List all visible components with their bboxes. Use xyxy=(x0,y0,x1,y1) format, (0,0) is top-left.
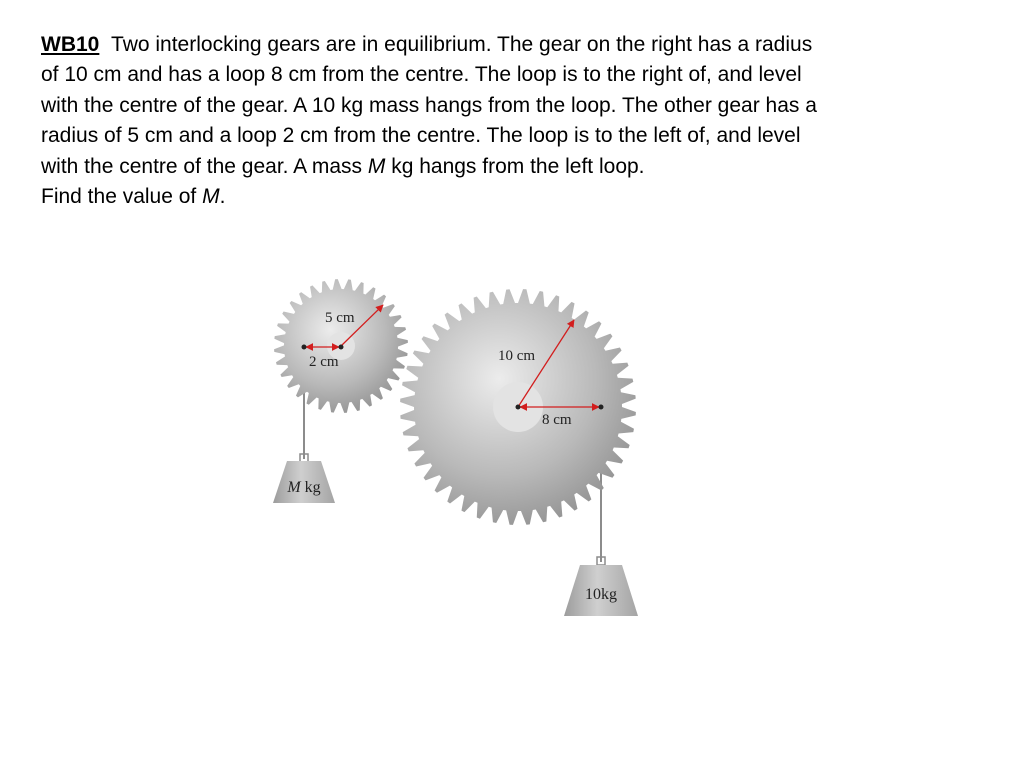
problem-line-3: with the centre of the gear. A 10 kg mass hangs from the loop. The other gear has a xyxy=(41,93,817,117)
problem-line-6-var: M xyxy=(202,185,220,209)
left-weight-unit: kg xyxy=(300,479,321,496)
problem-line-6-b: . xyxy=(219,185,226,209)
small-radius-label: 5 cm xyxy=(325,310,355,326)
right-loop-dot xyxy=(599,405,604,410)
large-loop-label: 8 cm xyxy=(542,412,572,428)
left-weight-var: M xyxy=(287,479,301,496)
small-gear-centre-dot xyxy=(339,345,344,350)
problem-line-2: of 10 cm and has a loop 8 cm from the centre. The loop is to the right of, and level xyxy=(41,63,802,87)
left-weight-label xyxy=(286,479,320,496)
large-radius-label: 10 cm xyxy=(498,348,536,364)
right-weight-label: 10kg xyxy=(585,586,617,603)
problem-line-6-a: Find the value of xyxy=(41,185,203,209)
left-loop-dot xyxy=(302,345,307,350)
problem-line-4: radius of 5 cm and a loop 2 cm from the centre. The loop is to the left of, and level xyxy=(41,124,801,148)
problem-line-5-b: kg hangs from the left loop. xyxy=(385,154,645,178)
problem-line-5-var: M xyxy=(367,154,386,178)
problem-line-5-a: with the centre of the gear. A mass xyxy=(41,154,368,178)
small-loop-label: 2 cm xyxy=(309,354,339,370)
problem-code: WB10 xyxy=(41,33,100,56)
problem-line-1-text: Two interlocking gears are in equilibrium. The gear on the right has a radius xyxy=(111,33,813,56)
large-gear-centre-dot xyxy=(516,405,521,410)
